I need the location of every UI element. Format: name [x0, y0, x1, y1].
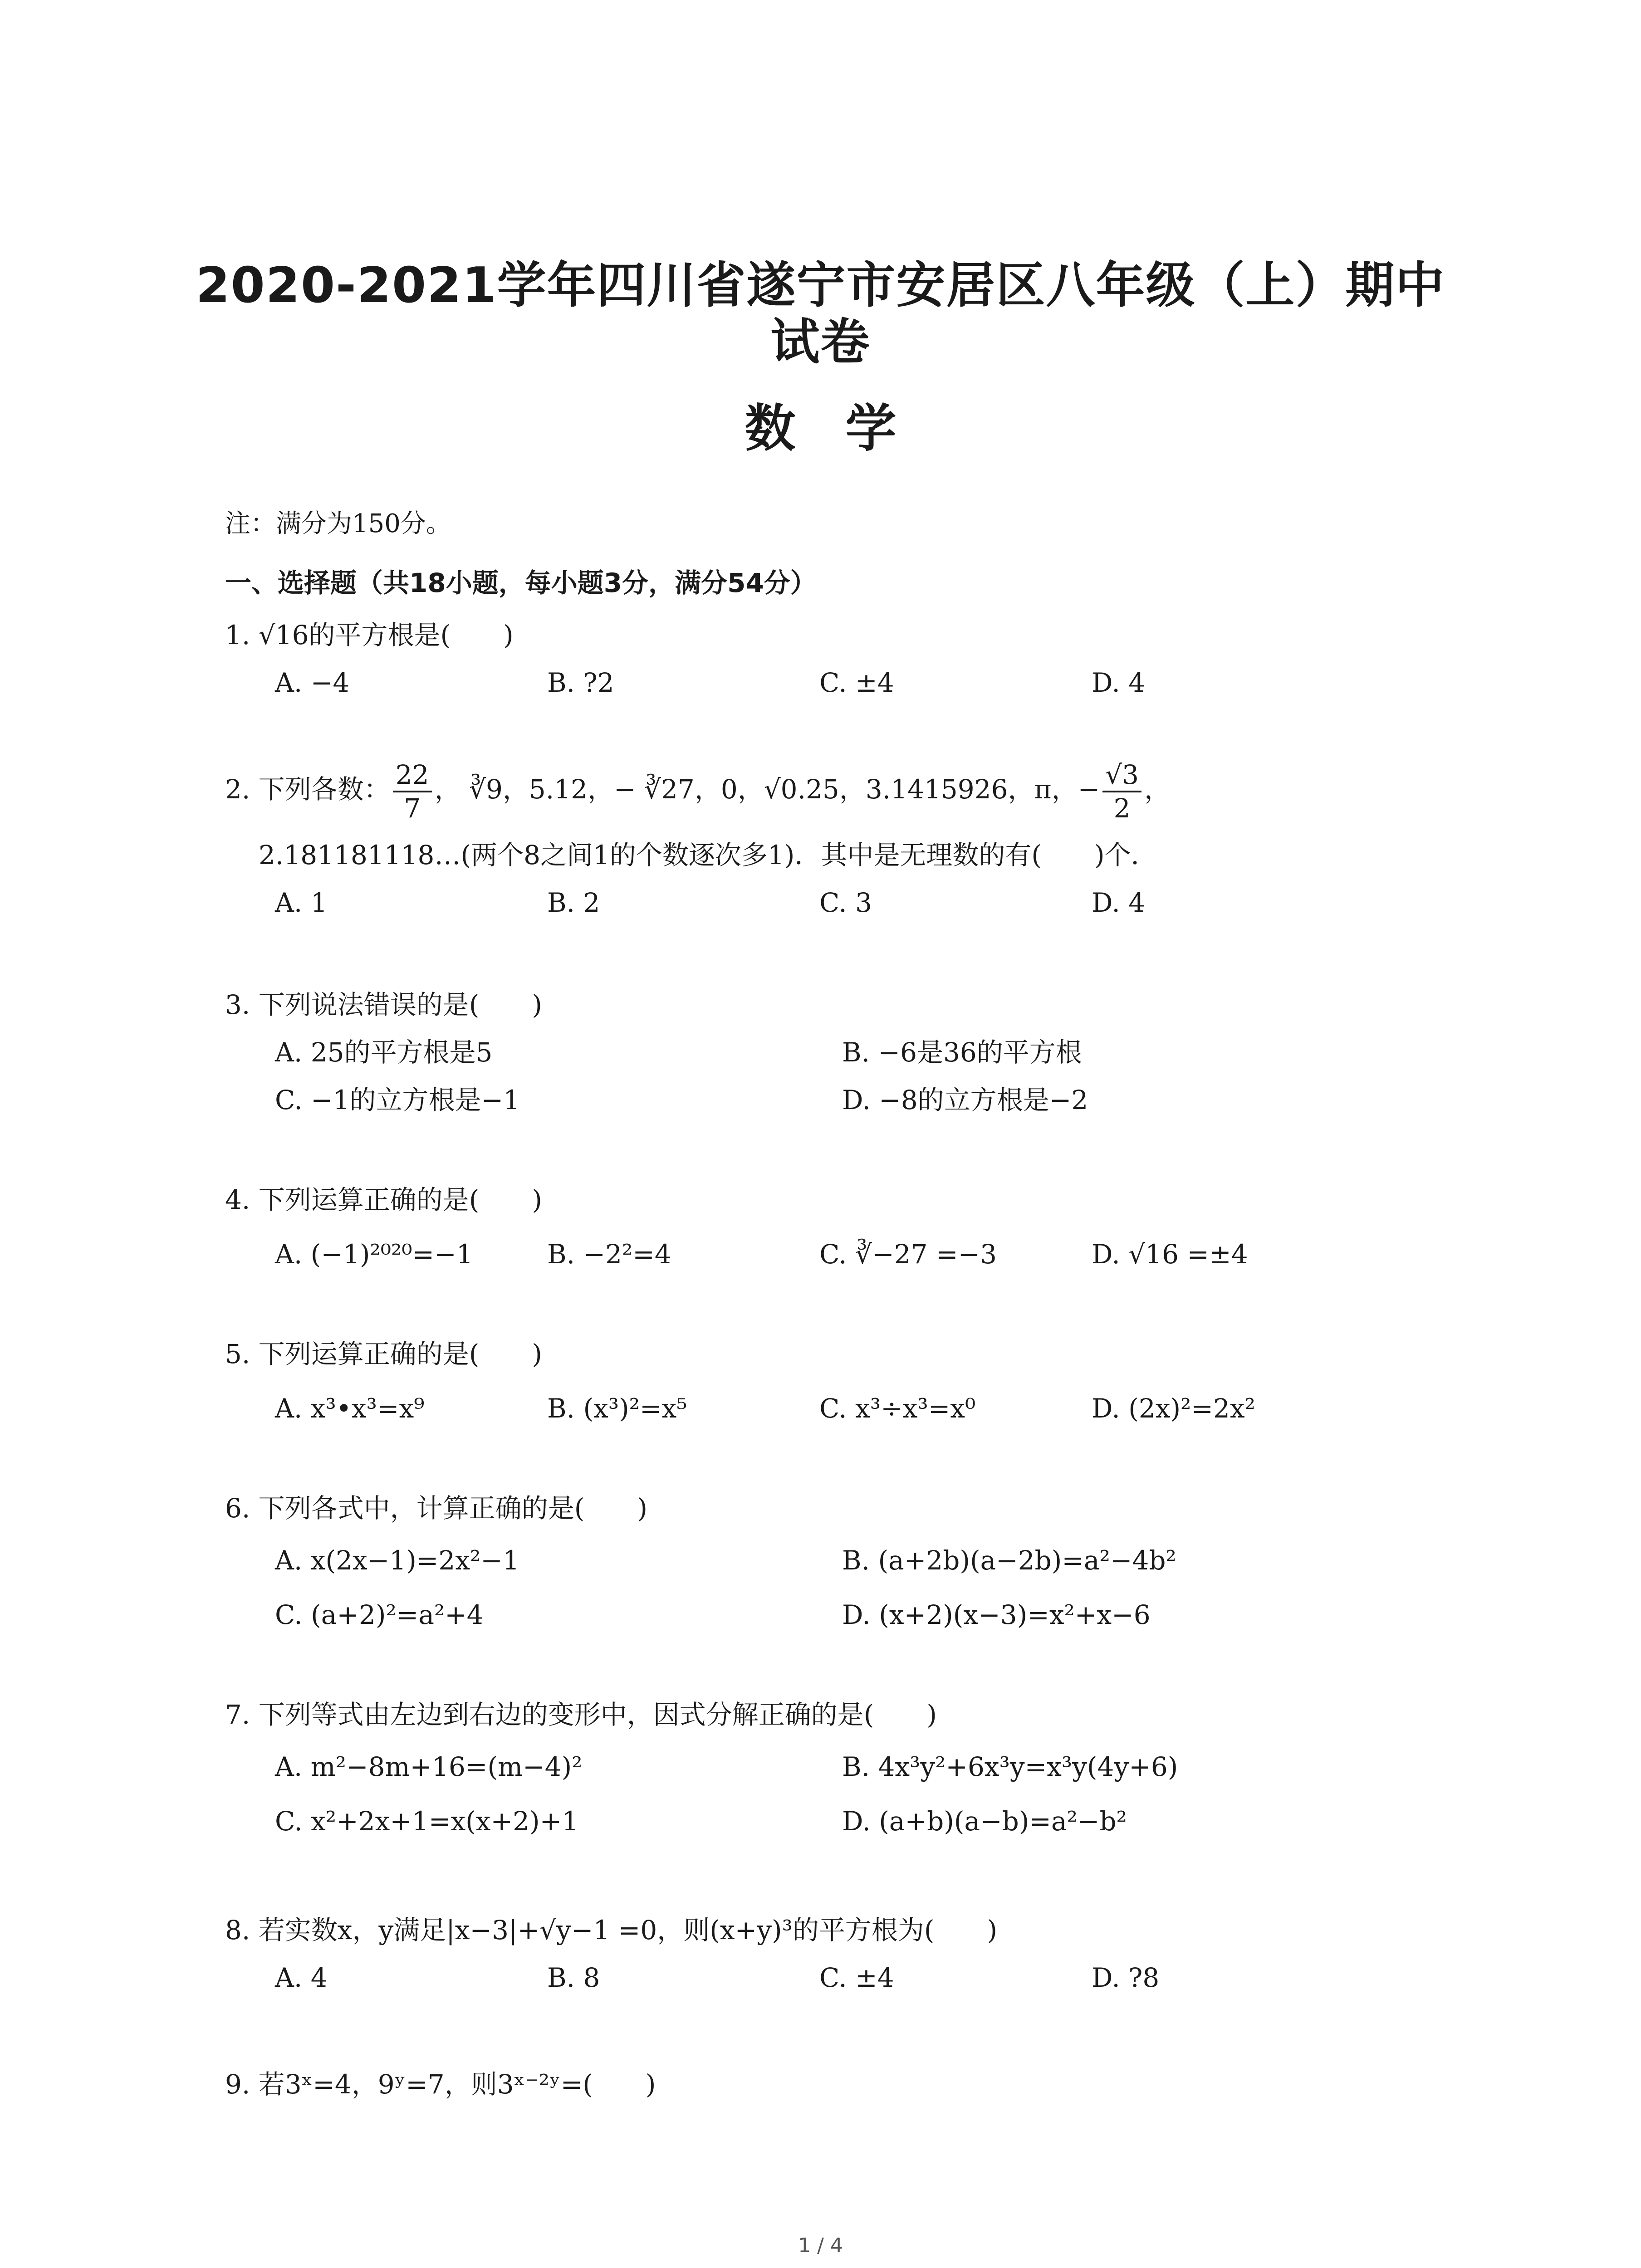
- question-4-option-d: D. √16 =±4: [1092, 1239, 1248, 1270]
- question-2-option-d: D. 4: [1092, 887, 1146, 918]
- score-note: 注：满分为150分。: [225, 509, 451, 538]
- question-8-option-a: A. 4: [275, 1962, 328, 1993]
- question-1-option-d: D. 4: [1092, 667, 1146, 698]
- question-5-option-b: B. (x³)²=x⁵: [547, 1393, 687, 1424]
- question-7-option-b: B. 4x³y²+6x³y=x³y(4y+6): [842, 1751, 1178, 1782]
- question-6-option-b: B. (a+2b)(a−2b)=a²−4b²: [842, 1545, 1176, 1576]
- question-8-option-d: D. ?8: [1092, 1962, 1160, 1993]
- question-8-stem: 8. 若实数x，y满足|x−3|+√y−1 =0，则(x+y)³的平方根为( ): [225, 1915, 998, 1945]
- question-4-option-c: C. ∛−27 =−3: [819, 1239, 997, 1270]
- question-3-option-c: C. −1的立方根是−1: [275, 1085, 520, 1115]
- question-6-option-a: A. x(2x−1)=2x²−1: [275, 1545, 519, 1576]
- fraction-numerator: √3: [1102, 759, 1141, 792]
- question-7-option-c: C. x²+2x+1=x(x+2)+1: [275, 1806, 579, 1837]
- question-6-option-c: C. (a+2)²=a²+4: [275, 1599, 484, 1630]
- question-5-option-a: A. x³•x³=x⁹: [275, 1393, 425, 1424]
- question-3-option-b: B. −6是36的平方根: [842, 1037, 1082, 1068]
- question-6-stem: 6. 下列各式中，计算正确的是( ): [225, 1493, 648, 1524]
- question-7-stem: 7. 下列等式由左边到右边的变形中，因式分解正确的是( ): [225, 1699, 937, 1730]
- question-9-stem: 9. 若3ˣ=4，9ʸ=7，则3ˣ⁻²ʸ=( ): [225, 2069, 656, 2100]
- question-2-stem-end: ，: [1144, 774, 1171, 805]
- subject-heading: 数学: [745, 399, 946, 458]
- question-5-option-c: C. x³÷x³=x⁰: [819, 1393, 976, 1424]
- question-3-option-a: A. 25的平方根是5: [275, 1037, 493, 1068]
- question-2-stem-line2: 2.181181118…(两个8之间1的个数逐次多1)．其中是无理数的有( )个．: [259, 840, 1157, 870]
- question-6-option-d: D. (x+2)(x−3)=x²+x−6: [842, 1599, 1151, 1630]
- question-5-stem: 5. 下列运算正确的是( ): [225, 1339, 543, 1369]
- question-2-stem-mid: ， ∛9，5.12，− ∛27，0，√0.25，3.1415926，π，−: [434, 774, 1100, 805]
- page-number: 1 / 4: [798, 2234, 843, 2257]
- question-3-option-d: D. −8的立方根是−2: [842, 1085, 1088, 1115]
- question-4-option-b: B. −2²=4: [547, 1239, 671, 1270]
- question-7-option-d: D. (a+b)(a−b)=a²−b²: [842, 1806, 1127, 1837]
- exam-title-line2: 试卷: [770, 314, 871, 371]
- question-1-stem: 1. √16的平方根是( ): [225, 620, 514, 650]
- question-8-option-c: C. ±4: [819, 1962, 894, 1993]
- question-2-option-c: C. 3: [819, 887, 872, 918]
- fraction-denominator: 7: [404, 792, 421, 824]
- exam-title-line1: 2020-2021学年四川省遂宁市安居区八年级（上）期中: [196, 257, 1445, 314]
- question-1-option-b: B. ?2: [547, 667, 614, 698]
- question-2-option-a: A. 1: [275, 887, 328, 918]
- question-2-stem: [225, 753, 1171, 826]
- question-4-option-a: A. (−1)²⁰²⁰=−1: [275, 1239, 473, 1270]
- question-7-option-a: A. m²−8m+16=(m−4)²: [275, 1751, 583, 1782]
- section-heading: 一、选择题（共18小题，每小题3分，满分54分）: [225, 567, 817, 598]
- question-4-stem: 4. 下列运算正确的是( ): [225, 1184, 543, 1215]
- question-2-stem-pre: 2. 下列各数：: [225, 774, 390, 805]
- fraction-22-7: [393, 759, 432, 824]
- fraction-numerator: 22: [393, 759, 432, 792]
- question-5-option-d: D. (2x)²=2x²: [1092, 1393, 1255, 1424]
- fraction-denominator: 2: [1113, 792, 1131, 824]
- question-3-stem: 3. 下列说法错误的是( ): [225, 989, 543, 1020]
- question-1-option-a: A. −4: [275, 667, 350, 698]
- fraction-sqrt3-2: [1102, 759, 1141, 824]
- question-2-option-b: B. 2: [547, 887, 600, 918]
- question-8-option-b: B. 8: [547, 1962, 600, 1993]
- question-1-option-c: C. ±4: [819, 667, 894, 698]
